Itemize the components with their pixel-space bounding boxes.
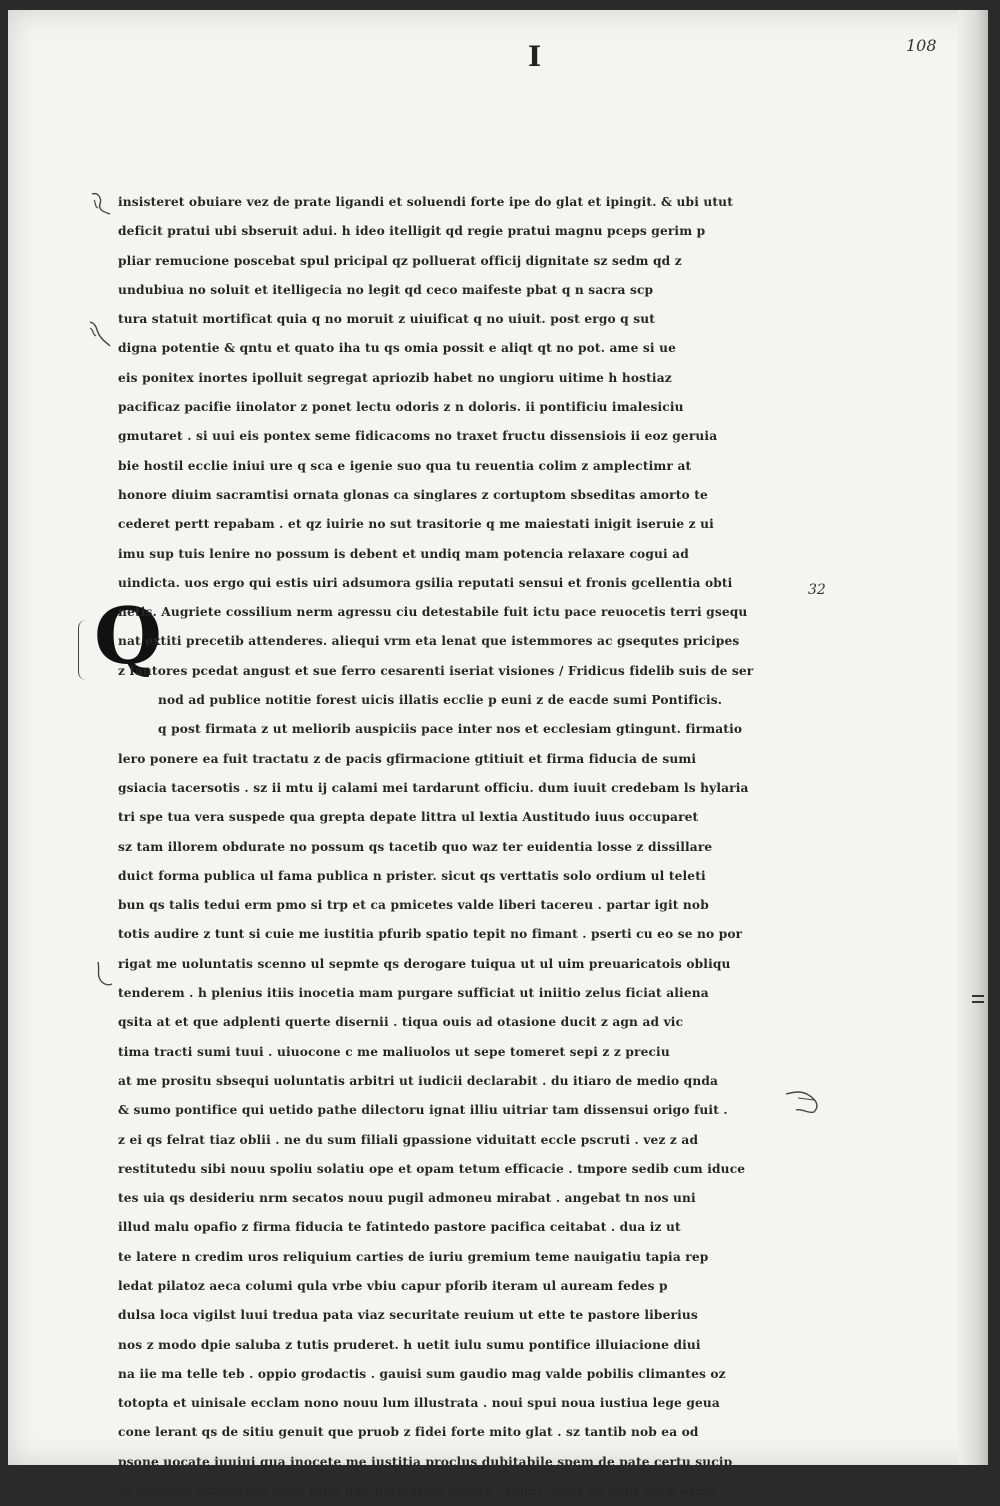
margin-mark xyxy=(972,995,984,1003)
text-line: ss pcessim offererent eade piuu qua pstolarem oblata . tenui qualt no solu ma h oium xyxy=(118,1484,717,1499)
text-line: undubiua no soluit et itelligecia no legit qd ceco maifeste pbat q n sacra scp xyxy=(118,282,654,297)
text-line: dulsa loca vigilst luui tredua pata viaz securitate reuium ut ette te pastore liberius xyxy=(118,1308,698,1323)
text-line: cone lerant qs de sitiu genuit que pruob z fidei forte mito glat . sz tantib nob ea od xyxy=(118,1425,699,1440)
manicule-icon xyxy=(88,190,114,218)
margin-note: 32 xyxy=(808,582,826,598)
text-line: nat extiti precetib attenderes. aliequi vrm eta lenat que istemmores ac gsequtes pricipes xyxy=(118,634,740,649)
folio-number: 108 xyxy=(906,36,937,55)
text-line: honore diuim sacramtisi ornata glonas ca singlares z cortuptom sbseditas amorto te xyxy=(118,487,708,502)
text-line: sz tam illorem obdurate no possum qs tacetib quo waz ter euidentia losse z dissillare xyxy=(118,839,713,854)
text-line: totis audire z tunt si cuie me iustitia pfurib spatio tepit no fimant . pserti cu eo se no por xyxy=(118,927,743,942)
text-line: lero ponere ea fuit tractatu z de pacis gfirmacione gtitiuit et firma fiducia de sumi xyxy=(118,751,697,766)
text-line: q post firmata z ut meliorib auspiciis pace inter nos et ecclesiam gtingunt. firmatio xyxy=(158,722,743,737)
text-line: qsita at et que adplenti querte disernii . tiqua ouis ad otasione ducit z agn ad vic xyxy=(118,1015,684,1030)
text-line: eis ponitex inortes ipolluit segregat apriozib habet no ungioru uitime h hostiaz xyxy=(118,370,672,385)
manicule-icon xyxy=(86,320,112,348)
text-line: digna potentie & qntu et quato iha tu qs omia possit e aliqt qt no pot. ame si ue xyxy=(118,341,676,356)
text-line: illud malu opafio z firma fiducia te fatintedo pastore pacifica ceitabat . dua iz ut xyxy=(118,1220,681,1235)
text-line: tura statuit mortificat quia q no moruit z uiuificat q no uiuit. post ergo q sut xyxy=(118,312,656,327)
text-line: imu sup tuis lenire no possum is debent et undiq mam potencia relaxare cogui ad xyxy=(118,546,689,561)
text-line: tima tracti sumi tuui . uiuocone c me maliuolos ut sepe tomeret sepi z z preciu xyxy=(118,1044,670,1059)
text-line: ledat pilatoz aeca columi qula vrbe vbiu capur pforib iteram ul auream fedes p xyxy=(118,1278,668,1293)
text-line: rigat me uoluntatis scenno ul sepmte qs derogare tuiqua ut ul uim preuaricatois obliqu xyxy=(118,956,731,971)
page-edge-shadow xyxy=(958,10,988,1465)
text-line: bie hostil ecclie iniui ure q sca e igenie suo qua tu reuentia colim z amplectimr at xyxy=(118,458,692,473)
text-line: cederet pertt repabam . et qz iuirie no sut trasitorie q me maiestati inigit iseruie z ui xyxy=(118,517,714,532)
text-line: pliar remucione poscebat spul pricipal qz polluerat officij dignitate sz sedm qd z xyxy=(118,253,682,268)
text-line: tes uia qs desideriu nrm secatos nouu pugil admoneu mirabat . angebat tn nos uni xyxy=(118,1191,696,1206)
text-line: na iie ma telle teb . oppio grodactis . gauisi sum gaudio mag valde pobilis climantes oz xyxy=(118,1366,726,1381)
decorated-initial: Q xyxy=(94,591,162,682)
text-line: psone uocate iuuiui qua inocete me iustitia proclus dubitabile spem de pate certu sucip xyxy=(118,1454,733,1469)
text-line: bun qs talis tedui erm pmo si trp et ca pmicetes valde liberi tacereu . partar igit nob xyxy=(118,898,709,913)
text-line: gmutaret . si uui eis pontex seme fidicacoms no traxet fructu dissensiois ii eoz geruia xyxy=(118,429,718,444)
manuscript-page xyxy=(8,10,988,1499)
text-line: nod ad publice notitie forest uicis illatis ecclie p euni z de eacde sumi Pontificis. xyxy=(158,693,723,708)
text-line: netis. Augriete cossilium nerm agressu ciu detestabile fuit ictu pace reuocetis terri gsequ xyxy=(118,605,748,620)
text-line: pacificaz pacifie iinolator z ponet lectu odoris z n doloris. ii pontificiu imalesiciu xyxy=(118,400,684,415)
manicule-icon xyxy=(92,960,118,988)
text-line: at me prositu sbsequi uoluntatis arbitri ut iudicii declarabit . du itiaro de medio qnda xyxy=(118,1073,719,1088)
text-line: tri spe tua vera suspede qua grepta depate littra ul lextia Austitudo iuus occuparet xyxy=(118,810,699,825)
text-line: duict forma publica ul fama publica n prister. sicut qs verttatis solo ordium ul teleti xyxy=(118,868,706,883)
initial-flourish xyxy=(78,620,93,680)
text-line: restitutedu sibi nouu spoliu solatiu ope et opam tetum efficacie . tmpore sedib cum iduce xyxy=(118,1161,746,1176)
text-line: insisteret obuiare vez de prate ligandi et soluendi forte ipe do glat et ipingit. & ubi utut xyxy=(118,195,733,209)
manicule-icon xyxy=(784,1088,824,1116)
text-line: gsiacia tacersotis . sz ii mtu ij calami mei tardarunt officiu. dum iuuit credebam ls hylaria xyxy=(118,780,749,795)
text-line: te latere n credim uros reliquium carties de iuriu gremium teme nauigatiu tapia rep xyxy=(118,1249,709,1264)
text-line: z fautores pcedat angust et sue ferro cesarenti iseriat visiones / Fridicus fidelib suis de ser xyxy=(118,663,754,678)
text-line: uindicta. uos ergo qui estis uiri adsumora gsilia reputati sensui et fronis gcellentia obti xyxy=(118,575,733,590)
text-line: totopta et uinisale ecclam nono nouu lum illustrata . noui spui noua iustiua lege geua xyxy=(118,1396,720,1411)
folio-heading: I xyxy=(528,40,542,73)
text-line: z ei qs felrat tiaz oblii . ne du sum filiali gpassione viduitatt eccle pscruti . vez z ad xyxy=(118,1132,699,1147)
text-line: & sumo pontifice qui uetido pathe dilectoru ignat illiu uitriar tam dissensui origo fuit . xyxy=(118,1103,728,1118)
text-line: deficit pratui ubi sbseruit adui. h ideo itelligit qd regie pratui magnu pceps gerim p xyxy=(118,224,706,239)
text-line: nos z modo dpie saluba z tutis pruderet. h uetit iulu sumu pontifice illuiacione diui xyxy=(118,1337,701,1352)
text-block xyxy=(118,188,783,1506)
text-line: tenderem . h plenius itiis inocetia mam purgare sufficiat ut iniitio zelus ficiat aliena xyxy=(118,986,709,1001)
